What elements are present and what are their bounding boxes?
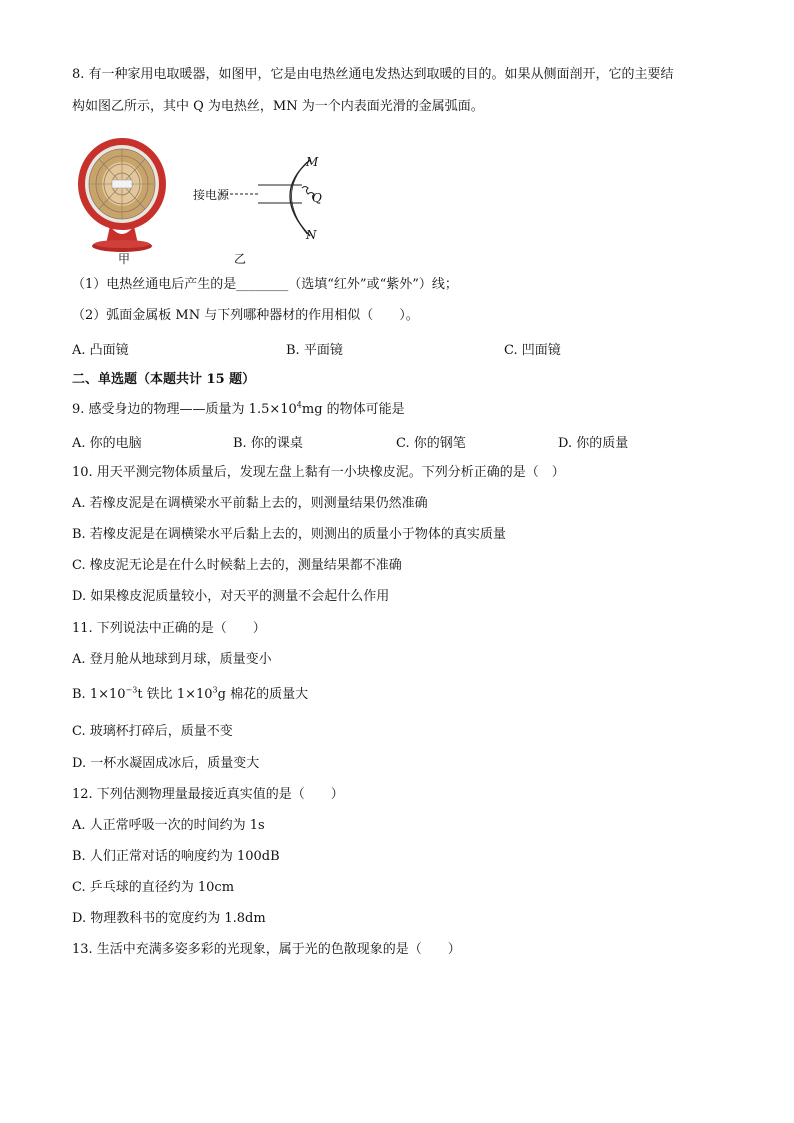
q9-options (72, 432, 732, 450)
q9-stem: 9. 感受身边的物理——质量为 $1.5\times 10^4mg$ 的物体可能是 (72, 400, 405, 417)
section-title: 二、单选题（本题共计 15 题） (72, 372, 256, 387)
fig-yi-caption: 乙 (234, 252, 247, 266)
q12-option-b: B. 人们正常对话的响度约为 100dB (72, 849, 280, 864)
fig-jia-caption: 甲 (118, 252, 131, 266)
q8-option-a: A. 凸面镜 (72, 343, 129, 358)
q11-option-c: C. 玻璃杯打碎后，质量不变 (72, 724, 233, 739)
q11-option-d: D. 一杯水凝固成冰后，质量变大 (72, 756, 260, 771)
q13-stem: 13. 生活中充满多姿多彩的光现象，属于光的色散现象的是（ ） (72, 942, 461, 957)
q8-option-b: B. 平面镜 (286, 343, 343, 358)
q8-options (72, 339, 732, 357)
q8-option-c: C. 凹面镜 (504, 343, 561, 358)
q8-stem-line1: 8. 有一种家用电取暖器，如图甲，它是由电热丝通电发热达到取暖的目的。如果从侧面剖开，它的主要结 (72, 67, 674, 82)
q9-option-b: B. 你的课桌 (233, 436, 303, 451)
q10-stem: 10. 用天平测完物体质量后，发现左盘上黏有一小块橡皮泥。下列分析正确的是（ ） (72, 465, 565, 480)
q10-option-a: A. 若橡皮泥是在调横梁水平前黏上去的，则测量结果仍然准确 (72, 496, 428, 511)
q10-option-c: C. 橡皮泥无论是在什么时候黏上去的，测量结果都不准确 (72, 558, 402, 573)
q11-option-a: A. 登月舱从地球到月球，质量变小 (72, 652, 272, 667)
q8-stem-line2: 构如图乙所示，其中 Q 为电热丝，MN 为一个内表面光滑的金属弧面。 (72, 99, 484, 114)
q12-option-d: D. 物理教科书的宽度约为 1.8dm (72, 911, 266, 926)
fig-yi-label-M: M (306, 155, 319, 169)
q10-option-b: B. 若橡皮泥是在调横梁水平后黏上去的，则测出的质量小于物体的真实质量 (72, 527, 506, 542)
q10-option-d: D. 如果橡皮泥质量较小，对天平的测量不会起什么作用 (72, 589, 390, 604)
q9-option-a: A. 你的电脑 (72, 436, 142, 451)
q11-stem: 11. 下列说法中正确的是（ ） (72, 621, 266, 636)
q12-option-a: A. 人正常呼吸一次的时间约为 1s (72, 818, 265, 833)
q9-option-d: D. 你的质量 (558, 436, 629, 451)
fig-yi-label-Q: Q (312, 191, 322, 205)
q12-option-c: C. 乒乓球的直径约为 10cm (72, 880, 235, 895)
q11-option-b: B. $1\times 10^{-3}t$ 铁比 $1\times 10^3g$ 棉花的质量大 (72, 685, 309, 702)
q8-sub2: （2）弧面金属板 MN 与下列哪种器材的作用相似（ ）。 (72, 308, 419, 323)
q8-sub1: （1）电热丝通电后产生的是________（选填“红外”或“紫外”）线； (72, 277, 458, 292)
fig-yi-power-label: 接电源 (193, 188, 230, 202)
q9-option-c: C. 你的钢笔 (396, 436, 466, 451)
q12-stem: 12. 下列估测物理量最接近真实值的是（ ） (72, 787, 344, 802)
fig-yi-label-N: N (306, 228, 317, 242)
